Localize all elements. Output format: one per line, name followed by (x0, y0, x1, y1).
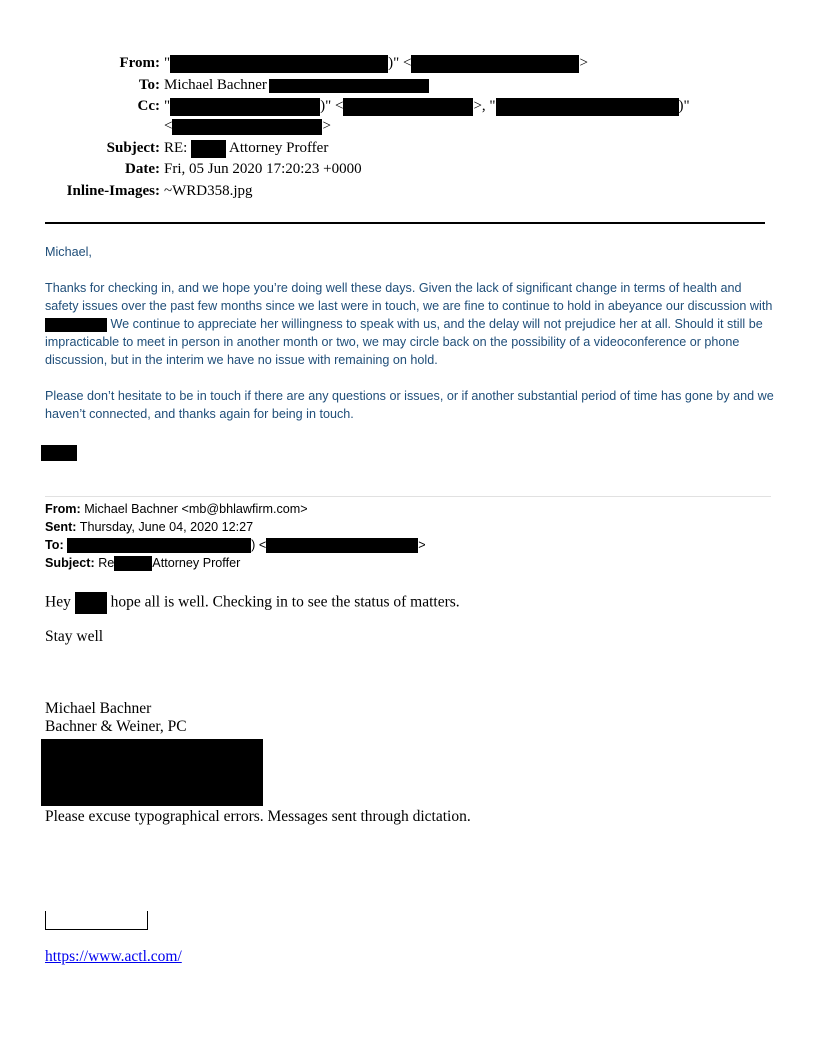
from-value (164, 53, 588, 73)
date-label: Date: (125, 161, 160, 177)
from-label: From: (119, 55, 160, 71)
redaction-block (172, 119, 322, 135)
quoted-divider (45, 496, 771, 497)
orig-to-label: To: (45, 538, 64, 552)
cc-value-2 (164, 116, 331, 136)
cc-line2-open: < (164, 118, 173, 134)
inline-images-label: Inline-Images: (66, 183, 160, 199)
redaction-block (75, 592, 107, 614)
to-label: To: (138, 77, 160, 93)
subject-value (164, 138, 328, 158)
greeting-suffix: hope all is well. Checking in to see the status of matters. (110, 593, 460, 611)
orig-stay-well: Stay well (45, 628, 104, 645)
from-quote: " (164, 55, 171, 71)
orig-from-label: From: (45, 502, 81, 516)
orig-sent-value: Thursday, June 04, 2020 12:27 (79, 520, 254, 534)
header-subject-row (0, 138, 816, 158)
subject-suffix: Attorney Proffer (229, 140, 329, 156)
signature-redaction (41, 445, 77, 461)
header-to-row (0, 75, 816, 95)
orig-greeting (45, 592, 460, 614)
redaction-block (269, 79, 429, 93)
reply-paragraph-1-end: We continue to appreciate her willingness to speak with us, and the delay will not prejudice her at all. Should it still be impracticable to meet in person in another month or two, we may circle back on the possibility of a videoconference or phone discussion, but in the interim we have no issue with remaining on hold. (45, 317, 763, 367)
redaction-block (411, 55, 579, 73)
orig-subject-row (45, 554, 240, 572)
dictation-disclaimer: Please excuse typographical errors. Messages sent through dictation. (45, 808, 471, 825)
redaction-block (170, 98, 320, 116)
reply-salutation: Michael, (45, 245, 92, 259)
redaction-block (191, 140, 226, 158)
cc-quote: " (164, 98, 171, 114)
orig-sent-label: Sent: (45, 520, 77, 534)
signature-contact-redaction (41, 739, 263, 806)
header-cc-row-2 (0, 116, 816, 136)
inline-image-placeholder (45, 911, 148, 930)
reply-paragraph-1-start: Thanks for checking in, and we hope you’re doing well these days. Given the lack of significant change in terms of health and safety issues over the past few months since we last were in touch, we are fine to continue to hold in abeyance our discussion with (45, 281, 773, 313)
cc-separator-3: )" (678, 98, 690, 114)
orig-subject-label: Subject: (45, 556, 95, 570)
cc-separator-2: >, " (473, 98, 496, 114)
to-name: Michael Bachner (164, 77, 267, 93)
redaction-block (170, 55, 388, 73)
subject-prefix: RE: (164, 140, 188, 156)
cc-line2-close: > (322, 118, 331, 134)
to-value (164, 75, 429, 95)
orig-subject-suffix: Attorney Proffer (152, 556, 241, 570)
subject-label: Subject: (106, 140, 160, 156)
actl-link[interactable]: https://www.actl.com/ (45, 948, 182, 965)
header-date-row (0, 159, 816, 179)
orig-to-separator: ) < (251, 538, 267, 552)
orig-to-row (45, 536, 426, 554)
signature-firm: Bachner & Weiner, PC (45, 718, 187, 735)
inline-images-value: ~WRD358.jpg (164, 183, 253, 199)
orig-subject-prefix: Re (98, 556, 115, 570)
signature-name: Michael Bachner (45, 700, 152, 717)
orig-from-row (45, 500, 308, 518)
reply-body (45, 243, 775, 423)
cc-value (164, 96, 690, 116)
cc-separator: )" < (320, 98, 344, 114)
redaction-block (45, 318, 107, 332)
reply-paragraph-2: Please don’t hesitate to be in touch if there are any questions or issues, or if another substantial period of time has gone by and we haven’t connected, and thanks again for being in touch. (45, 389, 774, 421)
header-from-row (0, 53, 816, 73)
cc-label: Cc: (137, 98, 160, 114)
reply-paragraph-1 (45, 279, 775, 369)
orig-sent-row (45, 518, 253, 536)
from-separator: )" < (388, 55, 412, 71)
redaction-block (114, 556, 152, 571)
orig-from-value: Michael Bachner <mb@bhlawfirm.com> (84, 502, 308, 516)
redaction-block (266, 538, 418, 553)
header-cc-row (0, 96, 816, 116)
orig-to-close: > (418, 538, 426, 552)
header-divider (45, 222, 765, 224)
greeting-prefix: Hey (45, 593, 71, 611)
from-close: > (579, 55, 588, 71)
redaction-block (343, 98, 473, 116)
date-value: Fri, 05 Jun 2020 17:20:23 +0000 (164, 161, 362, 177)
redaction-block (496, 98, 679, 116)
redaction-block (67, 538, 251, 553)
header-inline-images-row (0, 181, 816, 201)
